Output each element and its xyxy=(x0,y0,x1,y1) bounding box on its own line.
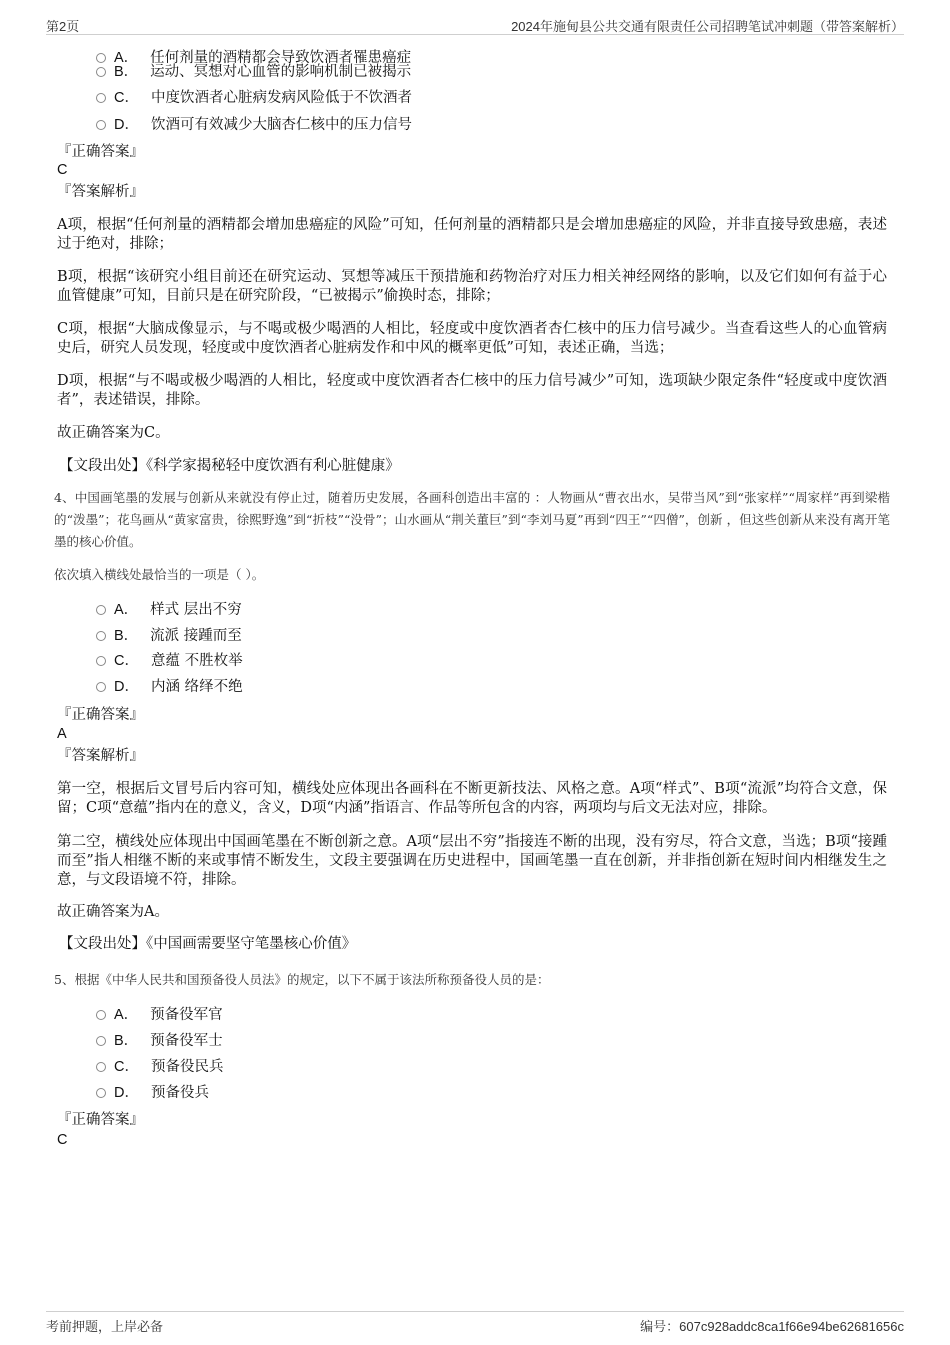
q3-answer: C xyxy=(57,162,68,178)
q4-analysis-label: 『答案解析』 xyxy=(57,748,144,764)
radio-icon[interactable] xyxy=(96,1010,106,1020)
q4-analysis-second-blank: 第二空，横线处应体现出中国画笔墨在不断创新之意。A项“层出不穷”指接连不断的出现，没有穷尽，符合文意，当选；B项“接踵而至”指人相继不断的来或事情不断发生，文段主要强调在历史进程中，国画笔墨一直在创新，并非指创新在短时间内相继发生之意，与文段语境不符，排除。 xyxy=(57,834,887,888)
radio-icon[interactable] xyxy=(96,656,106,666)
q5-option-c[interactable]: C． 预备役民兵 xyxy=(96,1058,223,1076)
q5-answer-label: 『正确答案』 xyxy=(57,1112,144,1128)
q3-analysis-d: D项，根据“与不喝或极少喝酒的人相比，轻度或中度饮酒者杏仁核中的压力信号减少”可知，选项缺少限定条件“轻度或中度饮酒者”，表述错误，排除。 xyxy=(57,373,887,408)
document-id: 编号：607c928addc8ca1f66e94be62681656c xyxy=(640,1319,904,1334)
radio-icon[interactable] xyxy=(96,1036,106,1046)
q5-question: 5、根据《中华人民共和国预备役人员法》的规定，以下不属于该法所称预备役人员的是： xyxy=(54,972,550,987)
q3-source: 【文段出处】《科学家揭秘轻中度饮酒有利心脏健康》 xyxy=(59,458,400,474)
q3-option-c[interactable]: C． 中度饮酒者心脏病发病风险低于不饮酒者 xyxy=(96,89,412,107)
q3-analysis-b: B项，根据“该研究小组目前还在研究运动、冥想等减压干预措施和药物治疗对压力相关神经网络的影响，以及它们如何有益于心血管健康”可知，目前只是在研究阶段，“已被揭示”偷换时态，排除； xyxy=(57,269,887,304)
q4-answer: A xyxy=(57,726,67,742)
q3-analysis-label: 『答案解析』 xyxy=(57,184,144,200)
page-footer xyxy=(46,1311,904,1336)
page-number: 第2页 xyxy=(46,19,80,34)
radio-icon[interactable] xyxy=(96,53,106,63)
q4-analysis-first-blank: 第一空，根据后文冒号后内容可知，横线处应体现出各画科在不断更新技法、风格之意。A项“样式”、B项“流派”均符合文意，保留；C项“意蕴”指内在的意义，含义，D项“内涵”指语言、作品等所包含的内容，两项均与后文无法对应，排除。 xyxy=(57,781,887,816)
radio-icon[interactable] xyxy=(96,93,106,103)
radio-icon[interactable] xyxy=(96,120,106,130)
radio-icon[interactable] xyxy=(96,1062,106,1072)
q4-question: 4、中国画笔墨的发展与创新从来就没有停止过，随着历史发展，各画科创造出丰富的 ：人物画从“曹衣出水，吴带当风”到“张家样”“周家样”再到梁楷的“泼墨”；花鸟画从“黄家富贵，徐熙野逸”到“折枝”“没骨”；山水画从“荆关董巨”到“李刘马夏”再到“四王”“四僧”，创新 ，但这些创新从来没有离开笔墨的核心价值。 xyxy=(54,490,890,549)
q5-option-b[interactable]: B． 预备役军士 xyxy=(96,1032,223,1050)
q4-option-d[interactable]: D． 内涵 络绎不绝 xyxy=(96,678,243,696)
radio-icon[interactable] xyxy=(96,67,106,77)
q5-option-a[interactable]: A． 预备役军官 xyxy=(96,1006,223,1024)
radio-icon[interactable] xyxy=(96,631,106,641)
q3-analysis-a: A项，根据“任何剂量的酒精都会增加患癌症的风险”可知，任何剂量的酒精都只是会增加患癌症的风险，并非直接导致患癌，表述过于绝对，排除； xyxy=(57,217,887,252)
page-header xyxy=(46,14,904,35)
q4-prompt: 依次填入横线处最恰当的一项是（ ）。 xyxy=(54,567,265,582)
document-title: 2024年施甸县公共交通有限责任公司招聘笔试冲刺题（带答案解析） xyxy=(511,19,904,34)
q4-source: 【文段出处】《中国画需要坚守笔墨核心价值》 xyxy=(59,936,357,952)
q3-option-a[interactable]: A． 任何剂量的酒精都会导致饮酒者罹患癌症 xyxy=(96,49,411,67)
radio-icon[interactable] xyxy=(96,605,106,615)
q5-option-d[interactable]: D． 预备役兵 xyxy=(96,1084,209,1102)
q3-conclusion: 故正确答案为C。 xyxy=(57,425,170,441)
radio-icon[interactable] xyxy=(96,1088,106,1098)
q3-option-d[interactable]: D． 饮酒可有效减少大脑杏仁核中的压力信号 xyxy=(96,116,412,134)
q4-option-a[interactable]: A． 样式 层出不穷 xyxy=(96,601,242,619)
q3-option-b[interactable]: B． 运动、冥想对心血管的影响机制已被揭示 xyxy=(96,63,411,81)
footer-slogan: 考前押题，上岸必备 xyxy=(46,1319,164,1334)
q5-answer: C xyxy=(57,1132,68,1148)
q4-option-b[interactable]: B． 流派 接踵而至 xyxy=(96,627,242,645)
q3-answer-label: 『正确答案』 xyxy=(57,144,144,160)
radio-icon[interactable] xyxy=(96,682,106,692)
q4-option-c[interactable]: C． 意蕴 不胜枚举 xyxy=(96,652,243,670)
q3-analysis-c: C项，根据“大脑成像显示，与不喝或极少喝酒的人相比，轻度或中度饮酒者杏仁核中的压力信号减少。当查看这些人的心血管病史后，研究人员发现，轻度或中度饮酒者心脏病发作和中风的概率更低”可知，表述正确，当选； xyxy=(57,321,887,356)
q4-conclusion: 故正确答案为A。 xyxy=(57,904,169,920)
q4-answer-label: 『正确答案』 xyxy=(57,707,144,723)
